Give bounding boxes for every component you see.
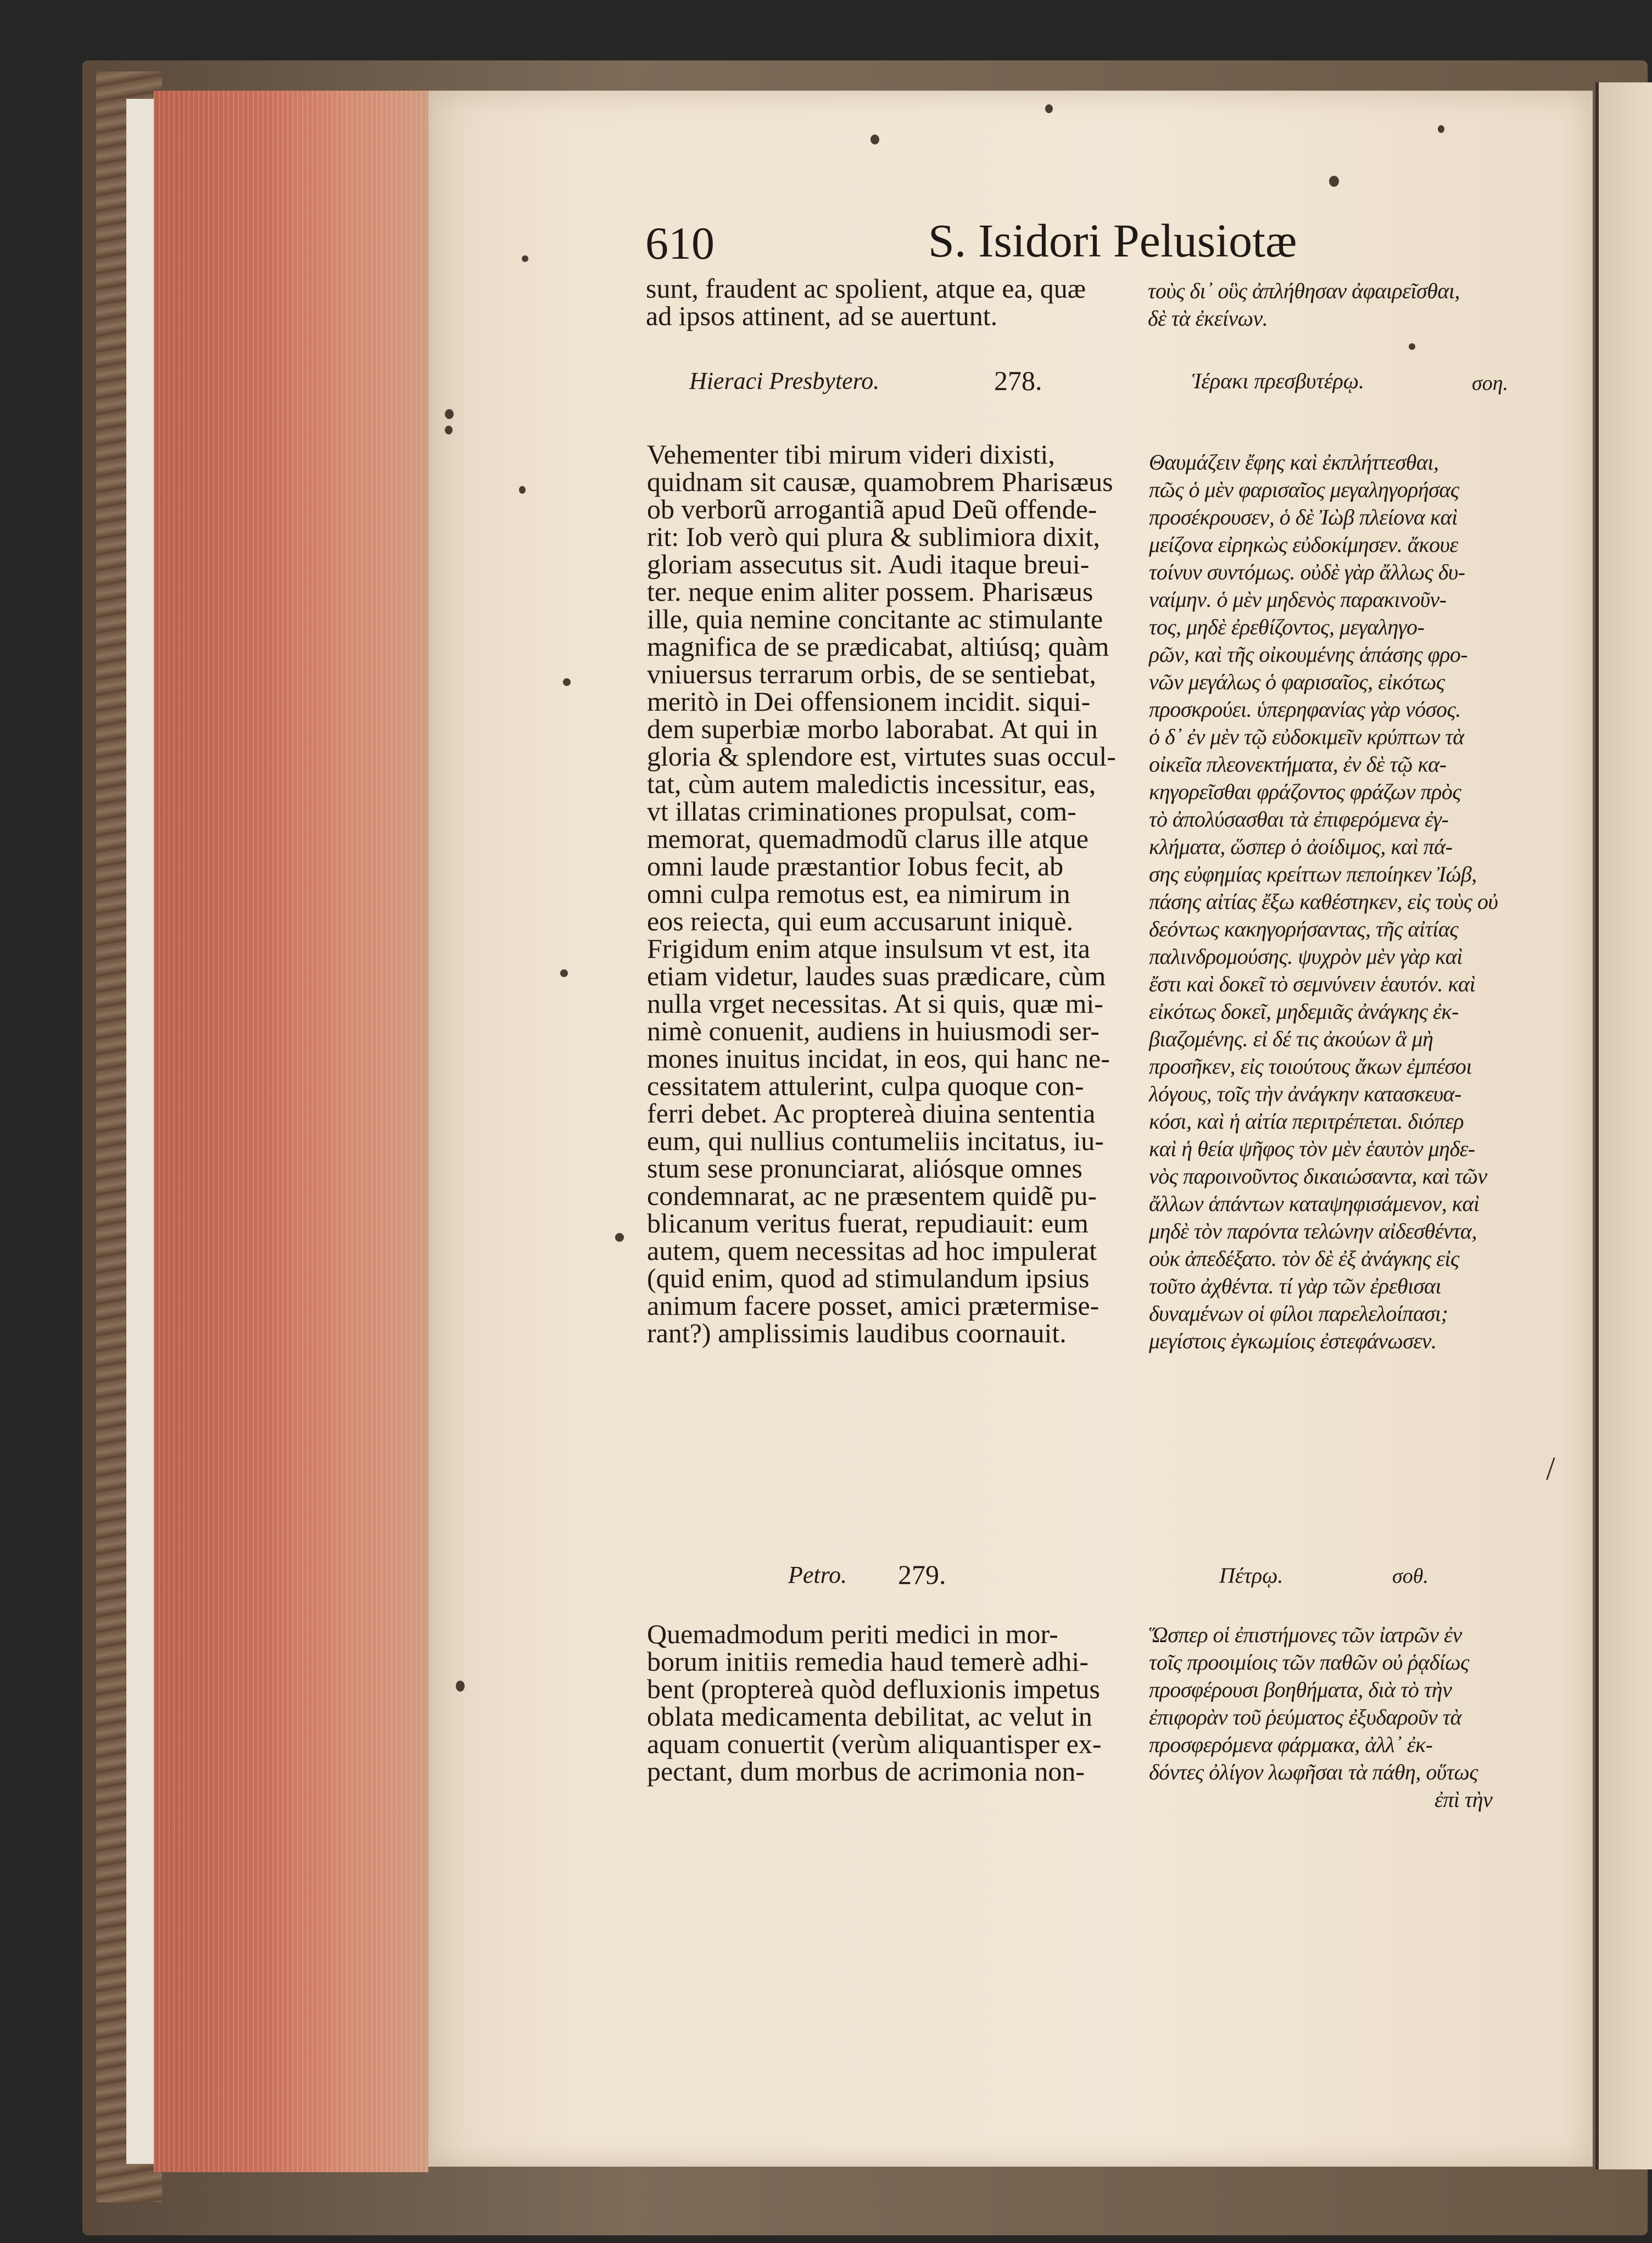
text-line: προσῆκεν, εἰς τοιούτους ἄκων ἐμπέσοι: [1149, 1054, 1472, 1079]
text-line: οἰκεῖα πλεονεκτήματα, ἐν δὲ τῷ κα-: [1149, 752, 1447, 777]
text-line: stum sese pronunciarat, aliósque omnes: [647, 1153, 1082, 1184]
greek-continuation: [1148, 277, 1460, 332]
text-line: ρῶν, καὶ τῆς οἰκουμένης ἁπάσης φρο-: [1149, 642, 1468, 667]
text-line: οὐκ ἀπεδέξατο. τὸν δὲ ἐξ ἀνάγκης εἰς: [1149, 1246, 1459, 1271]
letter-heading-greek: Πέτρῳ.: [1219, 1563, 1283, 1588]
text-line: ναίμην. ὁ μὲν μηδενὸς παρακινοῦν-: [1149, 587, 1447, 612]
text-line: nulla vrget necessitas. At si quis, quæ mi-: [647, 988, 1103, 1019]
text-line: τοῖς προοιμίοις τῶν παθῶν οὐ ῥᾳδίως: [1149, 1650, 1469, 1675]
paper-spot: [560, 969, 568, 977]
text-line: gloriam assecutus sit. Audi itaque breui-: [647, 549, 1090, 579]
greek-column-279: [1149, 1621, 1492, 1814]
text-line: δὲ τὰ ἐκείνων.: [1148, 306, 1268, 331]
paper-spot: [445, 426, 453, 434]
text-line: omni laude præstantior Iobus fecit, ab: [647, 851, 1064, 881]
text-line: sunt, fraudent ac spolient, atque ea, quæ: [646, 273, 1086, 304]
text-line: nimè conuenit, audiens in huiusmodi ser-: [647, 1016, 1100, 1046]
text-line: condemnarat, ac ne præsentem quidẽ pu-: [647, 1180, 1097, 1211]
text-line: τοὺς δι᾽ οὓς ἀπλήθησαν ἀφαιρεῖσθαι,: [1148, 278, 1460, 303]
text-line: eum, qui nullius contumeliis incitatus, iu-: [647, 1125, 1104, 1156]
text-line: ad ipsos attinent, ad se auertunt.: [646, 300, 998, 331]
text-line: πῶς ὁ μὲν φαρισαῖος μεγαληγορήσας: [1149, 477, 1459, 502]
text-line: πάσης αἰτίας ἔξω καθέστηκεν, εἰς τοὺς οὐ: [1149, 889, 1498, 914]
text-line: Ὥσπερ οἱ ἐπιστήμονες τῶν ἰατρῶν ἐν: [1149, 1622, 1462, 1647]
text-line: μείζονα εἰρηκὼς εὐδοκίμησεν. ἄκουε: [1149, 532, 1458, 557]
text-line: λόγους, τοῖς τὴν ἀνάγκην κατασκευα-: [1149, 1081, 1461, 1106]
text-line: rant?) amplissimis laudibus coornauit.: [647, 1318, 1067, 1348]
text-line: ter. neque enim aliter possem. Pharisæus: [647, 576, 1093, 607]
paper-spot: [1045, 104, 1053, 113]
text-line: προσκρούει. ὑπερηφανίας γὰρ νόσος.: [1149, 697, 1461, 722]
text-line: vt illatas criminationes propulsat, com-: [647, 796, 1076, 827]
text-line: ἐπὶ τὴν: [1435, 1787, 1493, 1812]
paper-spot: [522, 255, 528, 262]
greek-column-278: [1149, 449, 1498, 1355]
text-line: meritò in Dei offensionem incidit. siqui-: [647, 686, 1091, 717]
letter-number-latin: 279.: [898, 1559, 946, 1590]
text-line: oblata medicamenta debilitat, ac velut in: [647, 1701, 1092, 1732]
text-line: mones inuitus incidat, in eos, qui hanc ne-: [647, 1043, 1110, 1074]
text-line: magnifica de se prædicabat, altiúsq; quàm: [647, 631, 1109, 662]
text-line: gloria & splendore est, virtutes suas occul-: [647, 741, 1116, 772]
paper-spot: [615, 1233, 624, 1242]
letter-number-latin: 278.: [994, 365, 1042, 396]
text-line: καὶ ἡ θεία ψῆφος τὸν μὲν ἑαυτὸν μηδε-: [1149, 1136, 1475, 1161]
letter-heading-latin: Hieraci Presbytero.: [689, 367, 880, 394]
text-line: ferri debet. Ac proptereà diuina sententia: [647, 1098, 1096, 1129]
paper-spot: [445, 409, 454, 419]
page-number: 610: [645, 218, 715, 269]
letter-number-greek: σοη.: [1472, 372, 1509, 395]
text-line: ille, quia nemine concitante ac stimulante: [647, 604, 1103, 634]
text-line: Quemadmodum periti medici in mor-: [647, 1619, 1058, 1649]
paper-spot: [456, 1681, 465, 1692]
text-line: τοῦτο ἀχθέντα. τί γὰρ τῶν ἐρεθισαι: [1149, 1274, 1442, 1298]
text-line: τὸ ἀπολύσασθαι τὰ ἐπιφερόμενα ἐγ-: [1149, 807, 1449, 832]
text-line: παλινδρομούσης. ψυχρὸν μὲν γὰρ καὶ: [1149, 944, 1463, 969]
paper-spot: [1409, 343, 1415, 350]
text-line: blicanum veritus fuerat, repudiauit: eum: [647, 1208, 1089, 1238]
text-line: ἐπιφορὰν τοῦ ῥεύματος ἐξυδαροῦν τὰ: [1149, 1705, 1462, 1729]
text-line: ob verborũ arrogantiã apud Deũ offende-: [647, 494, 1097, 525]
text-line: omni culpa remotus est, ea nimirum in: [647, 878, 1070, 909]
letter-heading-latin: Petro.: [788, 1561, 847, 1588]
text-line: Frigidum enim atque insulsum vt est, ita: [647, 933, 1090, 964]
text-line: τοίνυν συντόμως. οὐδὲ γὰρ ἄλλως δυ-: [1149, 560, 1465, 584]
paper-spot: [519, 486, 526, 494]
paper-spot: [1438, 125, 1444, 133]
text-line: vniuersus terrarum orbis, de se sentiebat,: [647, 659, 1096, 689]
text-line: eos reiecta, qui eum accusarunt iniquè.: [647, 906, 1074, 936]
text-line: animum facere posset, amici prætermise-: [647, 1290, 1100, 1321]
text-line: Θαυμάζειν ἔφης καὶ ἐκπλήττεσθαι,: [1149, 450, 1439, 475]
letter-heading-greek: Ἱέρακι πρεσβυτέρῳ.: [1192, 369, 1365, 393]
text-line: quidnam sit causæ, quamobrem Pharisæus: [647, 466, 1113, 497]
latin-column-279: [647, 1620, 1101, 1785]
text-line: βιαζομένης. εἰ δέ τις ἀκούων ἃ μὴ: [1149, 1026, 1433, 1051]
text-line: κηγορεῖσθαι φράζοντος φράζων πρὸς: [1149, 779, 1461, 804]
text-line: προσέκρουσεν, ὁ δὲ Ἰὼβ πλείονα καὶ: [1149, 505, 1458, 529]
text-line: ἄλλων ἁπάντων καταψηφισάμενον, καὶ: [1149, 1191, 1480, 1216]
text-line: δεόντως κακηγορήσαντας, τῆς αἰτίας: [1149, 917, 1459, 941]
text-line: ἔστι καὶ δοκεῖ τὸ σεμνύνειν ἑαυτόν. καὶ: [1149, 972, 1476, 996]
text-line: (quid enim, quod ad stimulandum ipsius: [647, 1263, 1090, 1293]
text-line: νὸς παροινοῦντος δικαιώσαντα, καὶ τῶν: [1149, 1164, 1487, 1189]
paper-spot: [870, 135, 879, 144]
text-line: cessitatem attulerint, culpa quoque con-: [647, 1070, 1084, 1101]
text-line: προσφέρουσι βοηθήματα, διὰ τὸ τὴν: [1149, 1677, 1452, 1702]
paper-spot: [563, 678, 571, 686]
text-line: κλήματα, ὥσπερ ὁ ἀοίδιμος, καὶ πά-: [1149, 834, 1453, 859]
text-line: pectant, dum morbus de acrimonia non-: [647, 1756, 1085, 1787]
facing-page-edge: [1595, 82, 1652, 2169]
letter-number-greek: σοθ.: [1392, 1565, 1428, 1588]
text-line: rit: Iob verò qui plura & sublimiora dixit,: [647, 521, 1100, 552]
red-page-edges: [154, 91, 428, 2172]
paper-spot: [1329, 176, 1339, 187]
text-line: εἰκότως δοκεῖ, μηδεμιᾶς ἀνάγκης ἐκ-: [1149, 999, 1459, 1024]
running-head: S. Isidori Pelusiotæ: [928, 214, 1297, 267]
text-line: μηδὲ τὸν παρόντα τελώνην αἰδεσθέντα,: [1149, 1219, 1477, 1243]
text-line: νῶν μεγάλως ὁ φαρισαῖος, εἰκότως: [1149, 669, 1445, 694]
text-line: τος, μηδὲ ἐρεθίζοντος, μεγαληγο-: [1149, 615, 1425, 639]
margin-slash-mark: /: [1546, 1450, 1555, 1487]
text-line: προσφερόμενα φάρμακα, ἀλλ᾽ ἐκ-: [1149, 1732, 1433, 1757]
text-line: Vehementer tibi mirum videri dixisti,: [647, 439, 1055, 470]
latin-continuation: [646, 275, 1086, 330]
text-line: bent (proptereà quòd defluxionis impetus: [647, 1673, 1100, 1704]
text-line: etiam videtur, laudes suas prædicare, cùm: [647, 961, 1106, 991]
text-line: memorat, quemadmodũ clarus ille atque: [647, 823, 1089, 854]
text-line: σης εὐφημίας κρείττων πεποίηκεν Ἰώβ,: [1149, 862, 1477, 886]
text-line: ὁ δ᾽ ἐν μὲν τῷ εὐδοκιμεῖν κρύπτων τὰ: [1149, 724, 1464, 749]
text-line: dem superbiæ morbo laborabat. At qui in: [647, 713, 1098, 744]
text-line: borum initiis remedia haud temerè adhi-: [647, 1646, 1089, 1677]
text-line: autem, quem necessitas ad hoc impulerat: [647, 1235, 1097, 1266]
text-line: aquam conuertit (verùm aliquantisper ex-: [647, 1728, 1102, 1759]
latin-column-278: [647, 440, 1116, 1347]
text-line: δόντες ὀλίγον λωφῆσαι τὰ πάθη, οὕτως: [1149, 1760, 1478, 1784]
text-line: μεγίστοις ἐγκωμίοις ἐστεφάνωσεν.: [1149, 1329, 1437, 1353]
text-line: tat, cùm autem maledictis incessitur, eas,: [647, 768, 1096, 799]
text-line: δυναμένων οἱ φίλοι παρελελοίπασι;: [1149, 1301, 1448, 1326]
text-line: κόσι, καὶ ἡ αἰτία περιτρέπεται. διόπερ: [1149, 1109, 1464, 1134]
